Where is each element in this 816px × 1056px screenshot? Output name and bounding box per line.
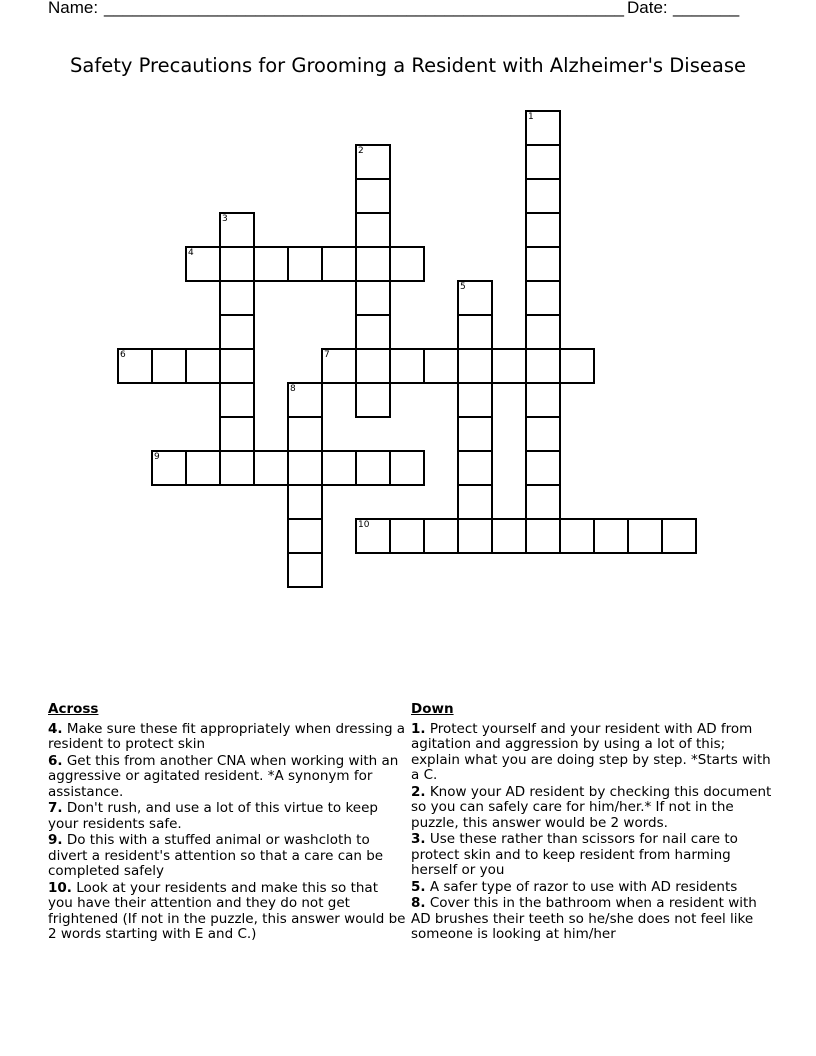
grid-cell[interactable] — [185, 450, 221, 486]
across-clue — [48, 833, 406, 880]
grid-cell[interactable] — [491, 348, 527, 384]
cell-number: 2 — [358, 146, 364, 156]
grid-cell[interactable] — [457, 416, 493, 452]
grid-cell[interactable] — [219, 246, 255, 282]
down-clue — [411, 896, 776, 943]
grid-cell[interactable] — [525, 348, 561, 384]
grid-cell[interactable] — [423, 518, 459, 554]
clue-number: 7. — [48, 800, 63, 816]
clue-text: Make sure these fit appropriately when dressing a resident to protect skin — [48, 720, 406, 752]
grid-cell[interactable] — [219, 314, 255, 350]
clue-number: 4. — [48, 720, 63, 737]
down-clue — [411, 880, 776, 896]
cell-number: 5 — [460, 282, 466, 292]
across-clue — [48, 881, 406, 943]
grid-cell[interactable] — [457, 484, 493, 520]
grid-cell[interactable] — [491, 518, 527, 554]
grid-cell[interactable] — [253, 246, 289, 282]
grid-cell[interactable] — [525, 110, 561, 146]
grid-cell[interactable] — [321, 348, 357, 384]
grid-cell[interactable] — [525, 382, 561, 418]
across-clue — [48, 754, 406, 801]
puzzle-title: Safety Precautions for Grooming a Resident with Alzheimer's Disease — [70, 54, 746, 77]
grid-cell[interactable] — [219, 416, 255, 452]
grid-cell[interactable] — [389, 518, 425, 554]
grid-cell[interactable] — [321, 246, 357, 282]
grid-cell[interactable] — [355, 314, 391, 350]
grid-cell[interactable] — [525, 280, 561, 316]
grid-cell[interactable] — [525, 484, 561, 520]
grid-cell[interactable] — [219, 450, 255, 486]
grid-cell[interactable] — [389, 450, 425, 486]
grid-cell[interactable] — [355, 348, 391, 384]
cell-number: 4 — [188, 248, 194, 258]
down-clues — [411, 702, 776, 944]
clue-number: 3. — [411, 831, 426, 847]
grid-cell[interactable] — [321, 450, 357, 486]
grid-cell[interactable] — [287, 518, 323, 554]
grid-cell[interactable] — [219, 280, 255, 316]
cell-number: 8 — [290, 384, 296, 394]
grid-cell[interactable] — [457, 348, 493, 384]
clue-text: Get this from another CNA when working with an aggressive or agitated resident. *A synonym for assistance. — [48, 752, 399, 800]
grid-cell[interactable] — [355, 280, 391, 316]
grid-cell[interactable] — [287, 382, 323, 418]
grid-cell[interactable] — [627, 518, 663, 554]
grid-cell[interactable] — [525, 178, 561, 214]
grid-cell[interactable] — [219, 382, 255, 418]
clue-text: Protect yourself and your resident with AD from agitation and aggression by using a lot of this; explain what you are doing step by step. *Starts with a C. — [411, 720, 771, 783]
grid-cell[interactable] — [355, 450, 391, 486]
grid-cell[interactable] — [355, 212, 391, 248]
grid-cell[interactable] — [355, 178, 391, 214]
grid-cell[interactable] — [355, 246, 391, 282]
grid-cell[interactable] — [661, 518, 697, 554]
name-label: Name: — [48, 0, 99, 17]
clue-text: Do this with a stuffed animal or washcloth to divert a resident's attention so that a care can be completed safely — [48, 832, 384, 879]
clue-text: Use these rather than scissors for nail care to protect skin and to keep resident from harming herself or you — [411, 831, 738, 878]
grid-cell[interactable] — [457, 518, 493, 554]
grid-cell[interactable] — [593, 518, 629, 554]
grid-cell[interactable] — [253, 450, 289, 486]
grid-cell[interactable] — [525, 246, 561, 282]
clue-text: Look at your residents and make this so that you have their attention and they do not get frightened (If not in the puzzle, this answer would be 2 words starting with E and C.) — [48, 879, 406, 942]
cell-number: 6 — [120, 350, 126, 360]
grid-cell[interactable] — [185, 348, 221, 384]
grid-cell[interactable] — [559, 518, 595, 554]
grid-cell[interactable] — [457, 382, 493, 418]
down-clue — [411, 785, 776, 832]
name-field[interactable]: _______________________________________________________ — [104, 0, 625, 17]
cell-number: 7 — [324, 350, 330, 360]
clue-number: 5. — [411, 878, 426, 895]
clue-text: Know your AD resident by checking this document so you can safely care for him/her.* If not in the puzzle, this answer would be 2 words. — [411, 783, 772, 831]
grid-cell[interactable] — [525, 144, 561, 180]
grid-cell[interactable] — [457, 314, 493, 350]
cell-number: 9 — [154, 452, 160, 462]
clue-number: 2. — [411, 783, 426, 800]
clue-number: 10. — [48, 879, 72, 896]
grid-cell[interactable] — [525, 450, 561, 486]
grid-cell[interactable] — [287, 552, 323, 588]
date-label: Date: — [627, 0, 668, 17]
grid-cell[interactable] — [457, 280, 493, 316]
cell-number: 10 — [358, 520, 370, 530]
cell-number: 3 — [222, 214, 228, 224]
grid-cell[interactable] — [151, 450, 187, 486]
grid-cell[interactable] — [559, 348, 595, 384]
grid-cell[interactable] — [525, 518, 561, 554]
grid-cell[interactable] — [117, 348, 153, 384]
clue-number: 6. — [48, 752, 63, 769]
clue-text: A safer type of razor to use with AD residents — [429, 878, 738, 895]
grid-cell[interactable] — [423, 348, 459, 384]
down-heading: Down — [411, 701, 454, 717]
grid-cell[interactable] — [355, 144, 391, 180]
date-field[interactable]: _______ — [673, 0, 740, 17]
across-clue — [48, 801, 406, 832]
grid-cell[interactable] — [185, 246, 221, 282]
cell-number: 1 — [528, 112, 534, 122]
clue-number: 8. — [411, 895, 426, 911]
grid-cell[interactable] — [219, 212, 255, 248]
grid-cell[interactable] — [287, 484, 323, 520]
grid-cell[interactable] — [287, 246, 323, 282]
grid-cell[interactable] — [355, 382, 391, 418]
grid-cell[interactable] — [525, 416, 561, 452]
grid-cell[interactable] — [287, 416, 323, 452]
grid-cell[interactable] — [355, 518, 391, 554]
grid-cell[interactable] — [287, 450, 323, 486]
clue-text: Cover this in the bathroom when a resident with AD brushes their teeth so he/she does not feel like someone is looking at him/her — [411, 895, 757, 942]
clue-number: 1. — [411, 720, 426, 737]
clue-text: Don't rush, and use a lot of this virtue to keep your residents safe. — [48, 800, 378, 832]
clue-number: 9. — [48, 832, 63, 848]
grid-cell[interactable] — [151, 348, 187, 384]
grid-cell[interactable] — [525, 212, 561, 248]
across-clues — [48, 702, 406, 944]
grid-cell[interactable] — [219, 348, 255, 384]
down-clue — [411, 722, 776, 784]
down-clue — [411, 832, 776, 879]
across-heading: Across — [48, 701, 99, 717]
grid-cell[interactable] — [389, 246, 425, 282]
grid-cell[interactable] — [457, 450, 493, 486]
grid-cell[interactable] — [525, 314, 561, 350]
grid-cell[interactable] — [389, 348, 425, 384]
across-clue — [48, 722, 406, 753]
